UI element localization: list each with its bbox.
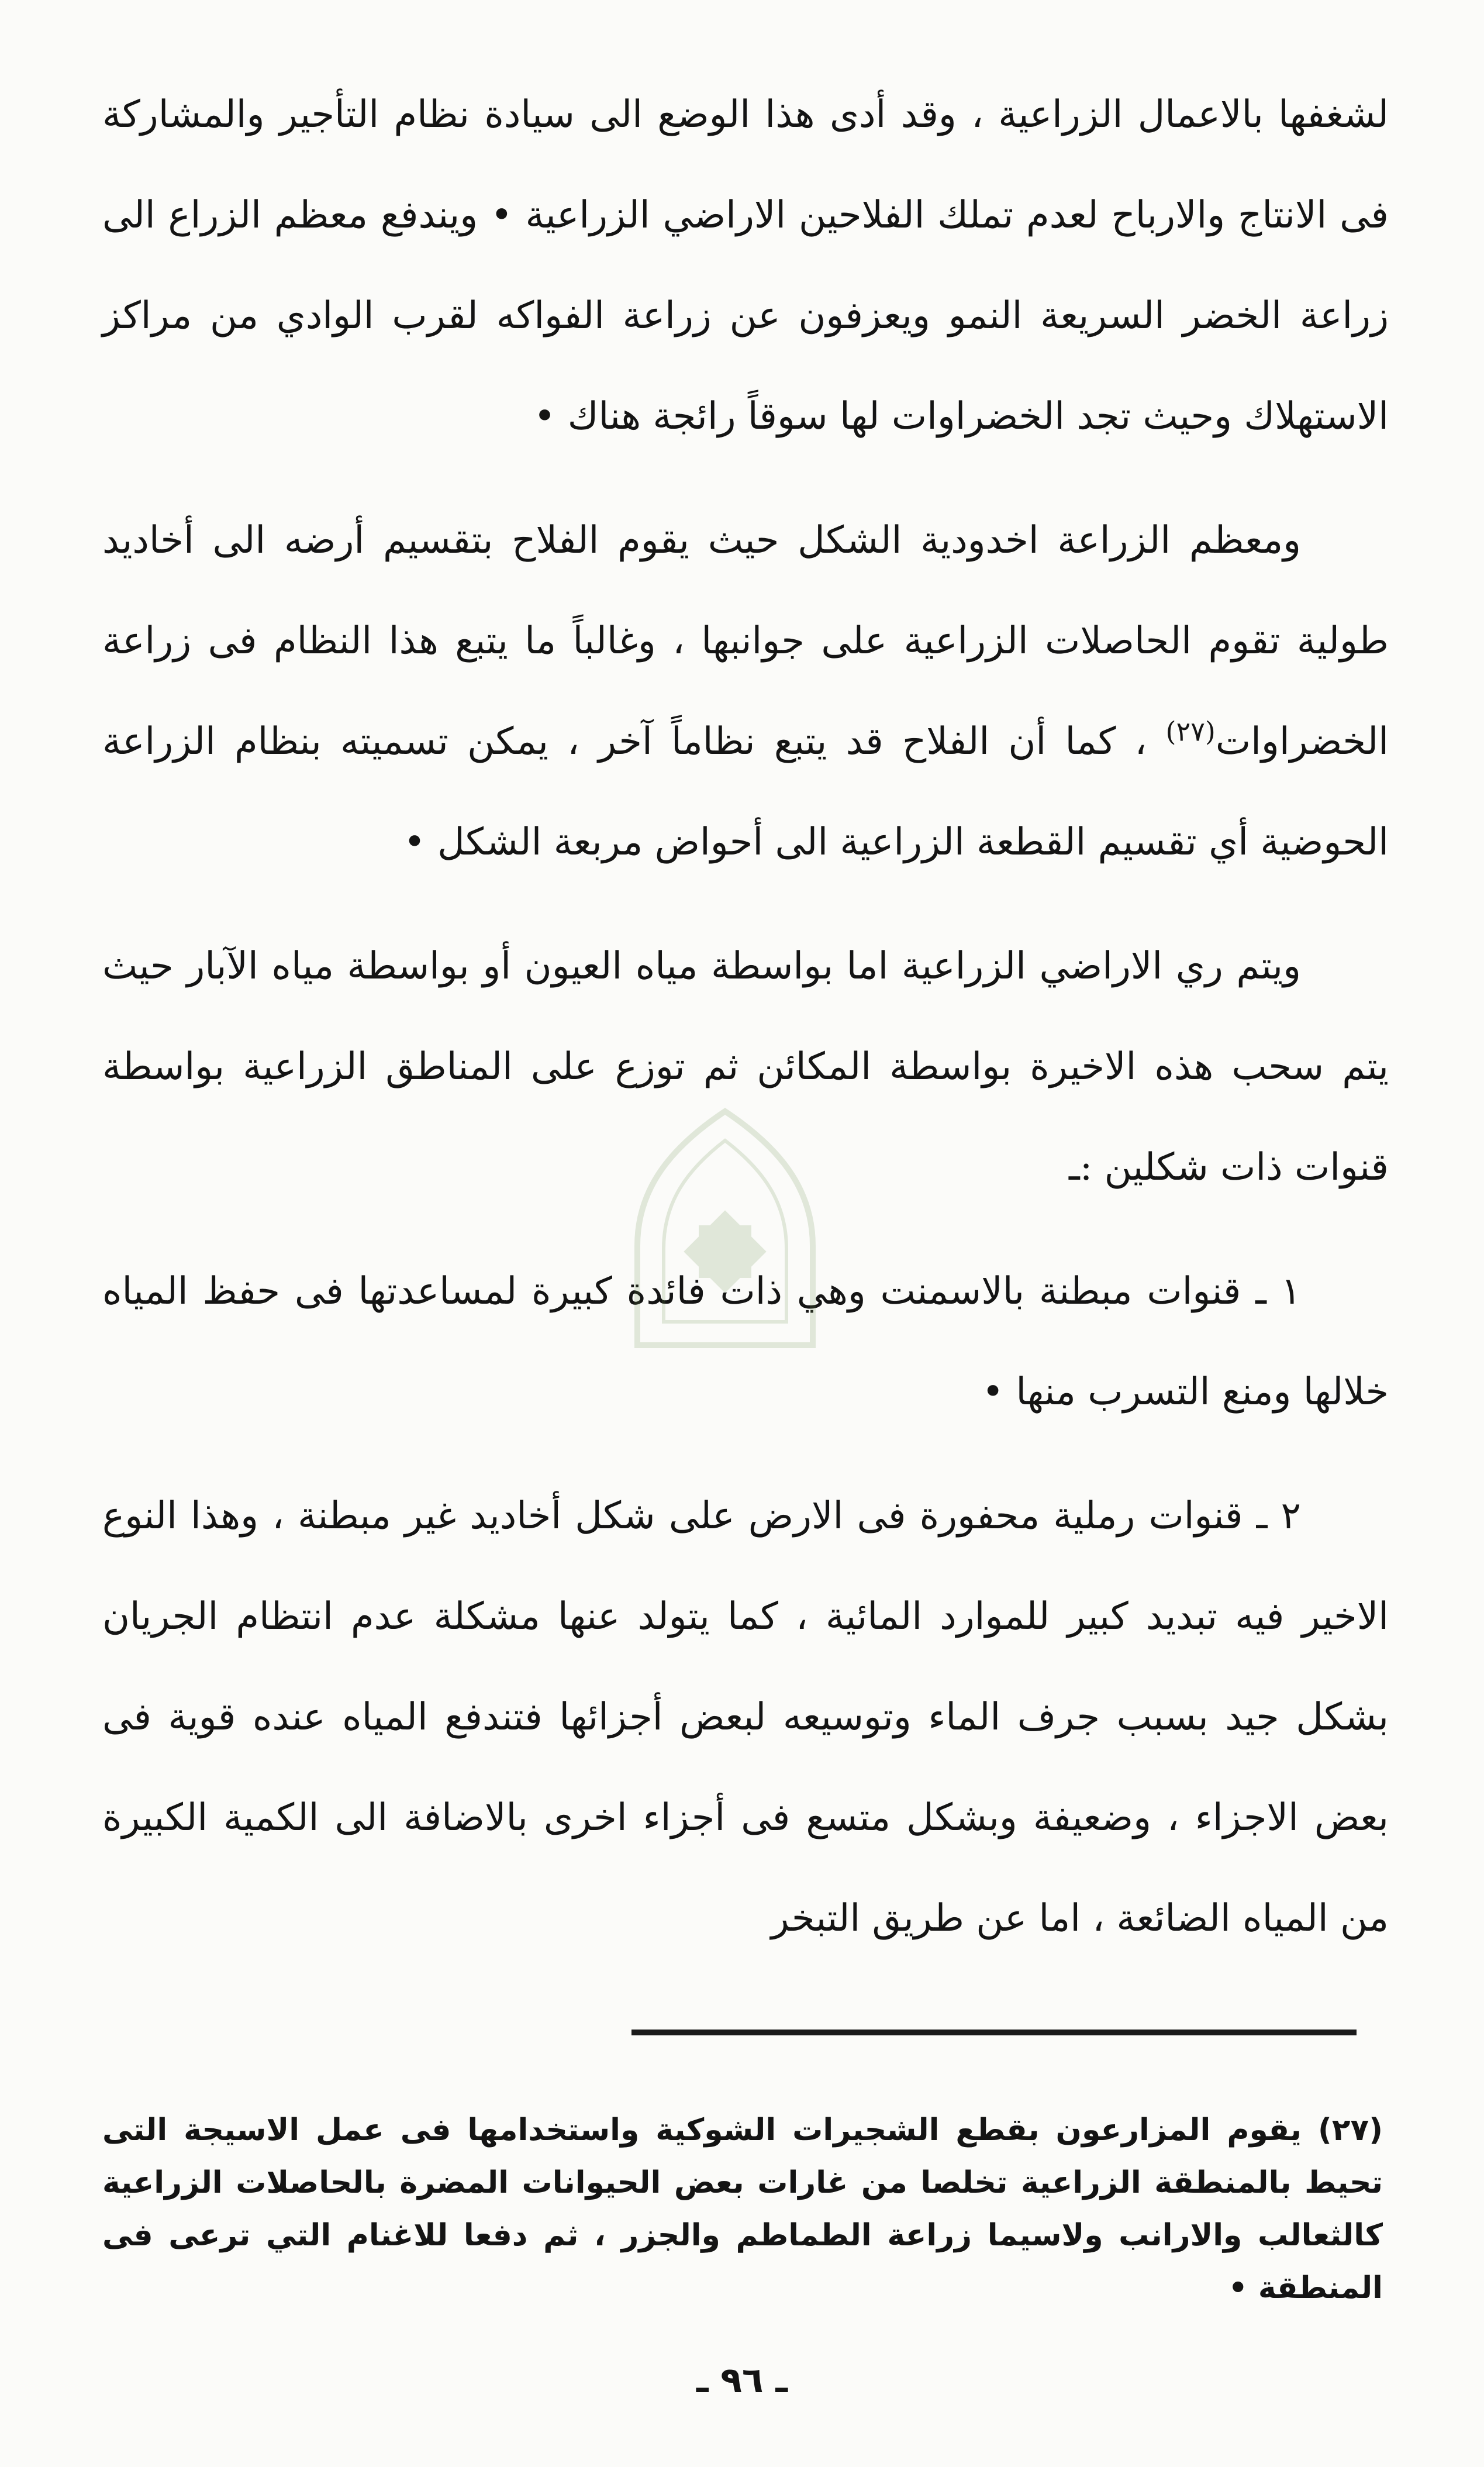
- footnote-separator: [631, 2030, 1357, 2035]
- library-logo-watermark: [602, 1100, 848, 1357]
- paragraph-1: لشغفها بالاعمال الزراعية ، وقد أدى هذا الوضع الى سيادة نظام التأجير والمشاركة فى الانتاج والارباح لعدم تملك الفلاحين الاراضي الزراعية • ويندفع معظم الزراع الى زراعة الخضر السريعة النمو ويعزفون عن زراعة الفواكه لقرب الوادي من مراكز الاستهلاك وحيث تجد الخضراوات لها سوقاً رائجة هناك •: [102, 93, 1389, 438]
- footnote-reference: (٢٧): [1165, 715, 1216, 747]
- footnote: (٢٧) يقوم المزارعون بقطع الشجيرات الشوكية واستخدامها فى عمل الاسيجة التى تحيط بالمنطقة الزراعية تخلصا من غارات بعض الحيوانات المضرة بالحاصلات الزراعية كالثعالب والارانب ولاسيما زراعة الطماطم والجزر ، ثم دفعا للاغنام التي ترعى فى المنطقة •: [102, 2113, 1383, 2306]
- main-text: [102, 64, 1389, 1992]
- list-item-2: ٢ ـ قنوات رملية محفورة فى الارض على شكل أخاديد غير مبطنة ، وهذا النوع الاخير فيه تبديد كبير للموارد المائية ، كما يتولد عنها مشكلة عدم انتظام الجريان بشكل جيد بسبب جرف الماء وتوسيعه لبعض أجزائها فتندفع المياه عنده قوية فى بعض الاجزاء ، وضعيفة وبشكل متسع فى أجزاء اخرى بالاضافة الى الكمية الكبيرة من المياه الضائعة ، اما عن طريق التبخر: [102, 1494, 1389, 1940]
- page-number: ـ ٩٦ ـ: [696, 2360, 788, 2401]
- paragraph-2: [102, 490, 1389, 893]
- paragraph-2-text-b: ، كما أن الفلاح قد يتبع نظاماً آخر ، يمكن تسميته بنظام الزراعة الحوضية أي تقسيم القطعة الزراعية الى أحواض مربعة الشكل •: [102, 720, 1389, 864]
- list-item-1: ١ ـ قنوات مبطنة بالاسمنت وهي ذات فائدة كبيرة لمساعدتها فى حفظ المياه خلالها ومنع التسرب منها •: [102, 1270, 1389, 1414]
- paragraph-3: ويتم ري الاراضي الزراعية اما بواسطة مياه العيون أو بواسطة مياه الآبار حيث يتم سحب هذه الاخيرة بواسطة المكائن ثم توزع على المناطق الزراعية بواسطة قنوات ذات شكلين :ـ: [102, 945, 1389, 1189]
- paragraph-2-text-a: ومعظم الزراعة اخدودية الشكل حيث يقوم الفلاح بتقسيم أرضه الى أخاديد طولية تقوم الحاصلات الزراعية على جوانبها ، وغالباً ما يتبع هذا النظام فى زراعة الخضراوات: [102, 519, 1389, 763]
